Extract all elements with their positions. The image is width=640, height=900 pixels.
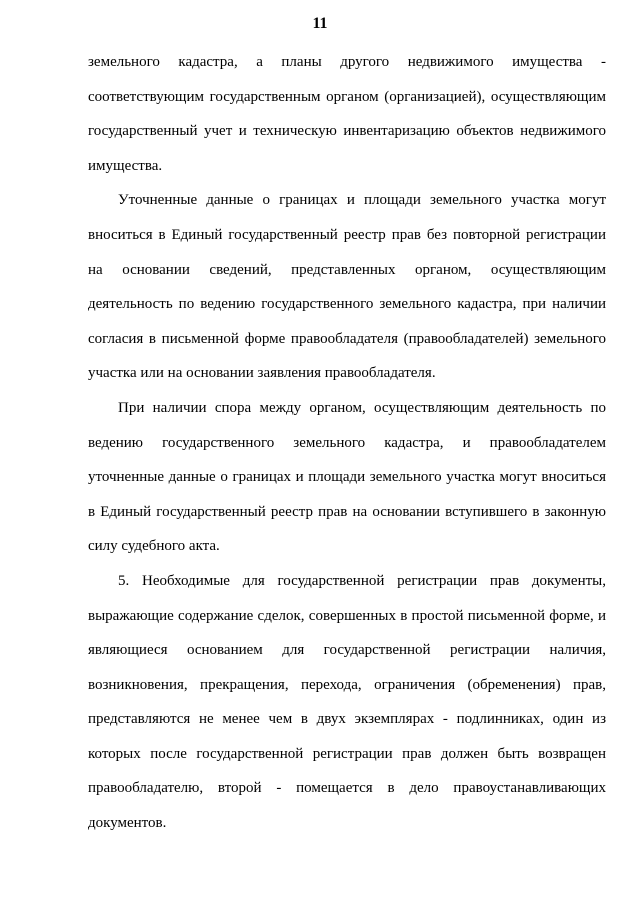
paragraph-3: При наличии спора между органом, осуществляющим деятельность по ведению государственного земельного кадастра, и правообладателем уточненные данные о границах и площади земельного участка могут вноситься в Единый государственный реестр прав на основании вступившего в законную силу судебного акта. <box>88 399 606 555</box>
paragraph-1: земельного кадастра, а планы другого недвижимого имущества - соответствующим государственным органом (организацией), осуществляющим государственный учет и техническую инвентаризацию объектов недвижимого имущества. <box>88 54 606 174</box>
page-number: 11 <box>312 15 328 32</box>
document-body <box>88 45 606 841</box>
paragraph-2: Уточненные данные о границах и площади земельного участка могут вноситься в Единый государственный реестр прав без повторной регистрации на основании сведений, представленных органом, осуществляющим деятельность по ведению государственного земельного кадастра, при наличии согласия в письменной форме правообладателя (правообладателей) земельного участка или на основании заявления правообладателя. <box>88 192 606 382</box>
paragraph-4: 5. Необходимые для государственной регистрации прав документы, выражающие содержание сделок, совершенных в простой письменной форме, и являющиеся основанием для государственной регистрации наличия, возникновения, прекращения, перехода, ограничения (обременения) прав, представляются не менее чем в двух экземплярах - подлинниках, один из которых после государственной регистрации прав должен быть возвращен правообладателю, второй - помещается в дело правоустанавливающих документов. <box>88 572 606 832</box>
